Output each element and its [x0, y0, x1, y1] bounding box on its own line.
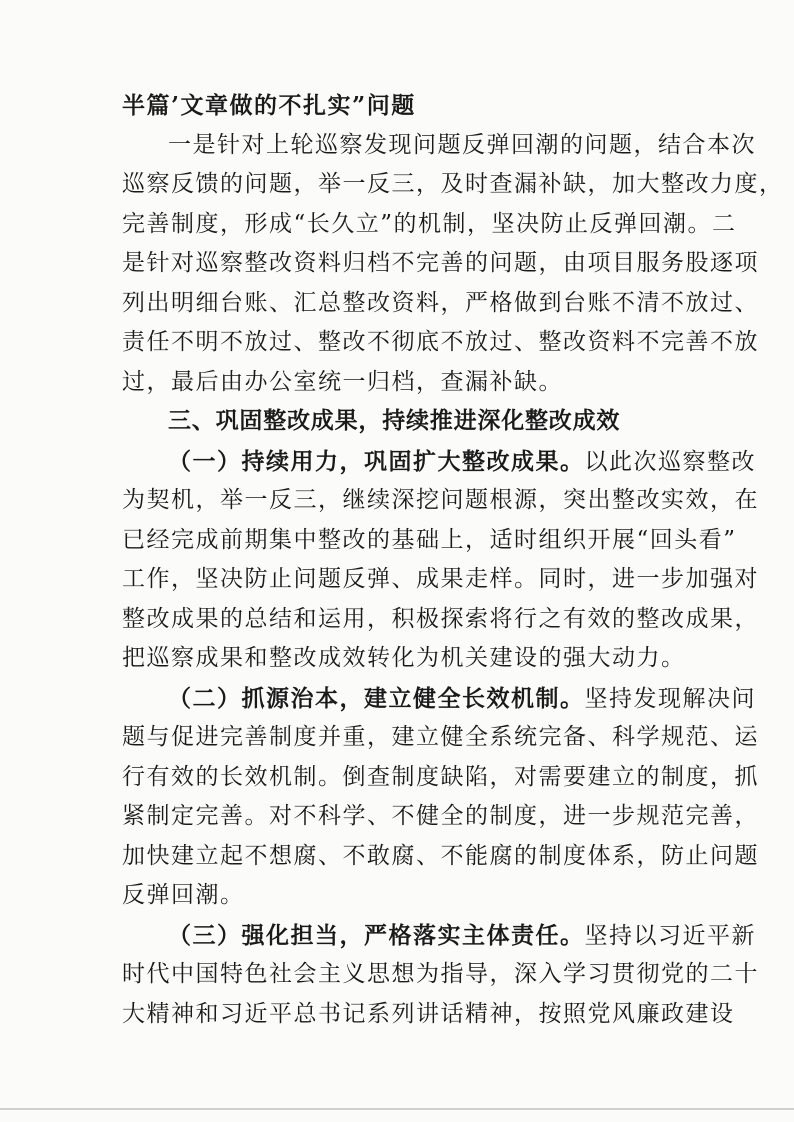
body-line: 已经完成前期集中整改的基础上，适时组织开展“回头看” — [122, 526, 737, 553]
body-line: 题与促进完善制度并重，建立健全系统完备、科学规范、运 — [122, 724, 759, 750]
body-line: 加快建立起不想腐、不敢腐、不能腐的制度体系，防止问题 — [122, 842, 759, 869]
body-line: 为契机，举一反三，继续深挖问题根源，突出整改实效，在 — [122, 487, 759, 513]
body-line: 责任不明不放过、整改不彻底不放过、整改资料不完善不放 — [122, 329, 759, 355]
paragraph-text: 坚持以习近平新 — [584, 922, 756, 949]
paragraph-first-line — [122, 679, 756, 719]
subsection-heading: （一）持续用力，巩固扩大整改成果。 — [168, 447, 585, 475]
body-line: 把巡察成果和整改成效转化为机关建设的强大动力。 — [122, 645, 686, 671]
body-line: 大精神和习近平总书记系列讲话精神，按照党风廉政建设 — [122, 1000, 735, 1027]
body-line: 时代中国特色社会主义思想为指导，深入学习贯彻党的二十 — [122, 961, 759, 987]
paragraph-text: 以此次巡察整改 — [584, 448, 756, 475]
subsection-heading: （三）强化担当，严格落实主体责任。 — [168, 921, 585, 949]
body-line: 紧制定完善。对不科学、不健全的制度，进一步规范完善， — [122, 803, 759, 829]
body-line: 一是针对上轮巡察发现问题反弹回潮的问题，结合本次 — [168, 131, 756, 158]
body-line: 整改成果的总结和运用，积极探索将行之有效的整改成果， — [122, 605, 759, 632]
section-heading: 三、巩固整改成果，持续推进深化整改成效 — [168, 408, 621, 434]
body-line: 列出明细台账、汇总整改资料，严格做到台账不清不放过、 — [122, 289, 759, 316]
paragraph-first-line — [122, 916, 756, 956]
body-line: 工作，坚决防止问题反弹、成果走样。同时，进一步加强对 — [122, 566, 759, 592]
subsection-heading: （二）抓源治本，建立健全长效机制。 — [168, 684, 585, 712]
body-line: 反弹回潮。 — [122, 882, 245, 908]
document-body — [122, 86, 784, 1034]
paragraph-text: 坚持发现解决问 — [584, 685, 756, 712]
body-line: 完善制度，形成“长久立”的机制，坚决防止反弹回潮。二 — [122, 210, 737, 237]
body-line: 行有效的长效机制。倒查制度缺陷，对需要建立的制度，抓 — [122, 763, 759, 790]
body-line: 巡察反馈的问题，举一反三，及时查漏补缺，加大整改力度， — [122, 171, 784, 197]
paragraph-first-line — [122, 442, 756, 482]
body-line: 是针对巡察整改资料归档不完善的问题，由项目服务股逐项 — [122, 250, 759, 276]
scan-edge-line — [0, 1108, 794, 1110]
body-line: 过，最后由办公室统一归档，查漏补缺。 — [122, 368, 563, 395]
continued-heading-line: 半篇’文章做的不扎实”问题 — [122, 92, 416, 119]
